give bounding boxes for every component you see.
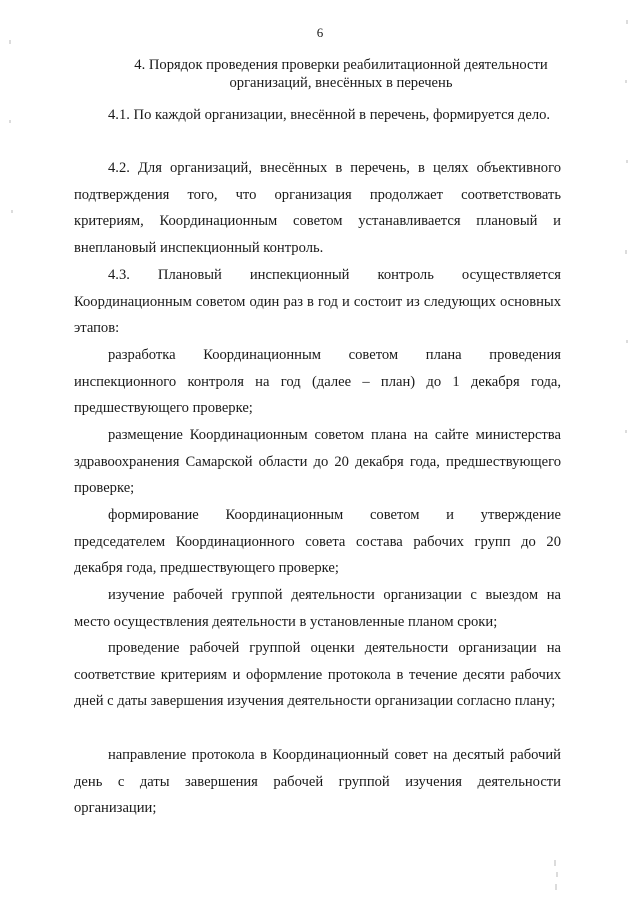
paragraph-4-2: 4.2. Для организаций, внесённых в перечень, в целях объективного подтверждения того, что организация продолжает соответствовать критериям, Координационным советом устанавливается плановый и внеплановый инспекционный контроль. (74, 160, 561, 256)
page-number: 6 (316, 25, 324, 40)
list-item-site-inspection: изучение рабочей группой деятельности организации с выездом на место осуществления деятельности в установленные планом сроки; (74, 587, 561, 630)
section-title: 4. Порядок проведения проверки реабилитационной деятельности организаций, внесённых в перечень (134, 57, 548, 91)
paragraph-4-1: 4.1. По каждой организации, внесённой в перечень, формируется дело. (108, 107, 551, 123)
list-item-assessment: проведение рабочей группой оценки деятельности организации на соответствие критериям и оформление протокола в течение десяти рабочих дней с даты завершения изучения деятельности организации согласно плану; (74, 640, 561, 710)
list-item-working-groups: формирование Координационным советом и утверждение председателем Координационного совета состава рабочих групп до 20 декабря года, предшествующего проверке; (74, 507, 561, 577)
list-item-plan-development: разработка Координационным советом плана проведения инспекционного контроля на год (далее – план) до 1 декабря года, предшествующего проверке; (74, 347, 561, 417)
list-item-protocol-submission: направление протокола в Координационный совет на десятый рабочий день с даты завершения рабочей группой изучения деятельности организации; (74, 747, 561, 817)
paragraph-4-3: 4.3. Плановый инспекционный контроль осуществляется Координационным советом один раз в год и состоит из следующих основных этапов: (74, 267, 561, 337)
list-item-plan-publication: размещение Координационным советом плана на сайте министерства здравоохранения Самарской области до 20 декабря года, предшествующего проверке; (74, 427, 561, 497)
